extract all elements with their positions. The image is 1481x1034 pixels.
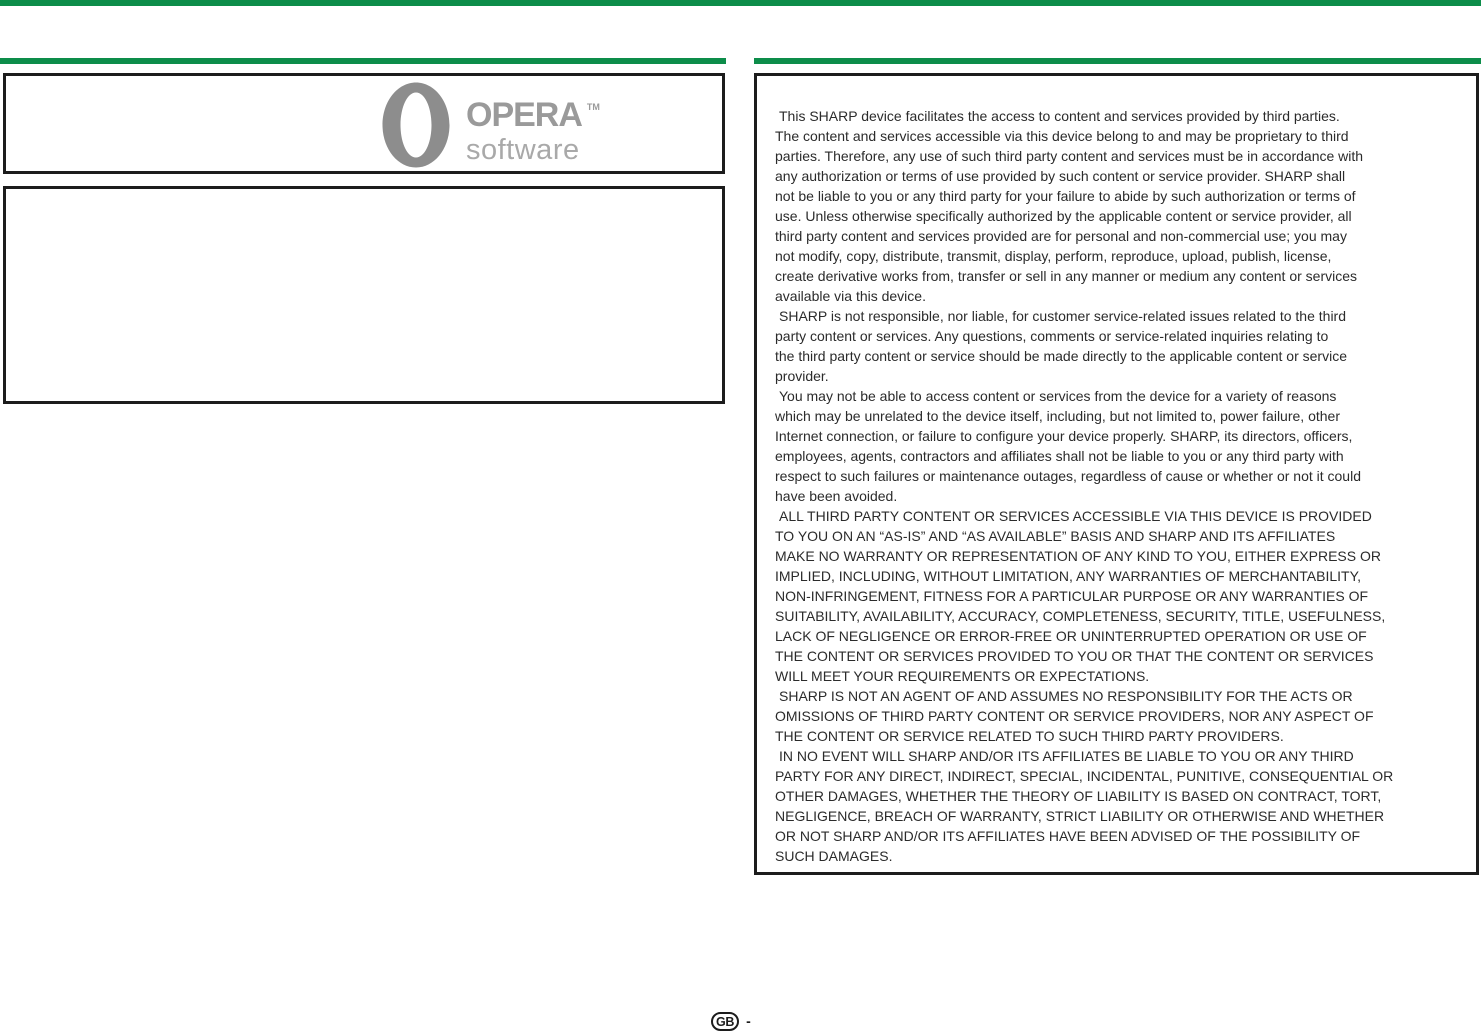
legal-text-line: SHARP IS NOT AN AGENT OF AND ASSUMES NO RESPONSIBILITY FOR THE ACTS OR xyxy=(779,688,1353,704)
legal-text-line: This SHARP device facilitates the access to content and services provided by third parties. xyxy=(779,108,1340,124)
legal-disclaimer-box xyxy=(754,73,1479,875)
legal-text-line: third party content and services provided are for personal and non-commercial use; you may xyxy=(775,228,1347,244)
legal-text-line: parties. Therefore, any use of such third party content and services must be in accordance with xyxy=(775,148,1364,164)
legal-text-line: TO YOU ON AN “AS-IS” AND “AS AVAILABLE” BASIS AND SHARP AND ITS AFFILIATES xyxy=(775,528,1336,544)
legal-text-line: respect to such failures or maintenance outages, regardless of cause or whether or not it could xyxy=(775,468,1361,484)
opera-software-logo xyxy=(382,82,600,168)
legal-text-line: provider. xyxy=(775,368,829,384)
legal-text-line: THE CONTENT OR SERVICE RELATED TO SUCH THIRD PARTY PROVIDERS. xyxy=(775,728,1284,744)
legal-text-line: Internet connection, or failure to configure your device properly. SHARP, its directors, officers, xyxy=(775,428,1353,444)
legal-text-line: available via this device. xyxy=(775,288,926,304)
legal-text-line: employees, agents, contractors and affiliates shall not be liable to you or any third party with xyxy=(775,448,1344,464)
legal-text-line: the third party content or service should be made directly to the applicable content or service xyxy=(775,348,1347,364)
left-column-rule xyxy=(0,58,726,64)
legal-text-line: party content or services. Any questions, comments or service-related inquiries relating to xyxy=(775,328,1329,344)
page-number-separator: - xyxy=(746,1013,751,1029)
legal-text-line: not modify, copy, distribute, transmit, display, perform, reproduce, upload, publish, license, xyxy=(775,248,1332,264)
legal-text-line: SHARP is not responsible, nor liable, for customer service-related issues related to the third xyxy=(779,308,1347,324)
legal-text-line: IN NO EVENT WILL SHARP AND/OR ITS AFFILIATES BE LIABLE TO YOU OR ANY THIRD xyxy=(779,748,1354,764)
right-column-rule xyxy=(754,58,1481,64)
legal-text-line: not be liable to you or any third party for your failure to abide by such authorization or terms of xyxy=(775,188,1356,204)
legal-text-line: IMPLIED, INCLUDING, WITHOUT LIMITATION, ANY WARRANTIES OF MERCHANTABILITY, xyxy=(775,568,1361,584)
legal-text-line: WILL MEET YOUR REQUIREMENTS OR EXPECTATIONS. xyxy=(775,668,1150,684)
legal-text-line: create derivative works from, transfer or sell in any manner or medium any content or services xyxy=(775,268,1358,284)
language-code-badge xyxy=(711,1012,739,1031)
legal-text-line: ALL THIRD PARTY CONTENT OR SERVICES ACCESSIBLE VIA THIS DEVICE IS PROVIDED xyxy=(779,508,1372,524)
opera-wordmark-bottom: software xyxy=(466,134,580,166)
legal-text-line: SUCH DAMAGES. xyxy=(775,848,893,864)
legal-text-line: OMISSIONS OF THIRD PARTY CONTENT OR SERVICE PROVIDERS, NOR ANY ASPECT OF xyxy=(775,708,1374,724)
legal-text-line: MAKE NO WARRANTY OR REPRESENTATION OF ANY KIND TO YOU, EITHER EXPRESS OR xyxy=(775,548,1381,564)
legal-text-line: SUITABILITY, AVAILABILITY, ACCURACY, COMPLETENESS, SECURITY, TITLE, USEFULNESS, xyxy=(775,608,1386,624)
legal-text-line: OTHER DAMAGES, WHETHER THE THEORY OF LIABILITY IS BASED ON CONTRACT, TORT, xyxy=(775,788,1382,804)
legal-text-line: NON-INFRINGEMENT, FITNESS FOR A PARTICULAR PURPOSE OR ANY WARRANTIES OF xyxy=(775,588,1369,604)
page-footer xyxy=(711,1012,751,1031)
legal-text-line: THE CONTENT OR SERVICES PROVIDED TO YOU OR THAT THE CONTENT OR SERVICES xyxy=(775,648,1374,664)
legal-text-line: use. Unless otherwise specifically authorized by the applicable content or service provider, all xyxy=(775,208,1352,224)
top-accent-bar xyxy=(0,0,1481,6)
legal-text-line: any authorization or terms of use provided by such content or service provider. SHARP shall xyxy=(775,168,1346,184)
legal-text-line: You may not be able to access content or services from the device for a variety of reasons xyxy=(779,388,1337,404)
legal-text-line: PARTY FOR ANY DIRECT, INDIRECT, SPECIAL, INCIDENTAL, PUNITIVE, CONSEQUENTIAL OR xyxy=(775,768,1394,784)
language-code-text: GB xyxy=(716,1014,735,1029)
opera-o-icon xyxy=(382,82,450,168)
legal-text-line: which may be unrelated to the device itself, including, but not limited to, power failure, other xyxy=(775,408,1340,424)
trademark-symbol: TM xyxy=(586,102,600,112)
legal-text-line: NEGLIGENCE, BREACH OF WARRANTY, STRICT LIABILITY OR OTHERWISE AND WHETHER xyxy=(775,808,1385,824)
opera-wordmark xyxy=(466,96,600,166)
opera-logo-box xyxy=(3,73,725,174)
legal-text-line: The content and services accessible via this device belong to and may be proprietary to third xyxy=(775,128,1349,144)
legal-text-line: OR NOT SHARP AND/OR ITS AFFILIATES HAVE BEEN ADVISED OF THE POSSIBILITY OF xyxy=(775,828,1361,844)
legal-text-line: have been avoided. xyxy=(775,488,898,504)
opera-wordmark-top xyxy=(466,96,600,137)
empty-content-box xyxy=(3,186,725,404)
opera-wordmark-top-text: OPERA xyxy=(466,96,582,134)
legal-text xyxy=(775,106,1468,866)
legal-text-line: LACK OF NEGLIGENCE OR ERROR-FREE OR UNINTERRUPTED OPERATION OR USE OF xyxy=(775,628,1367,644)
